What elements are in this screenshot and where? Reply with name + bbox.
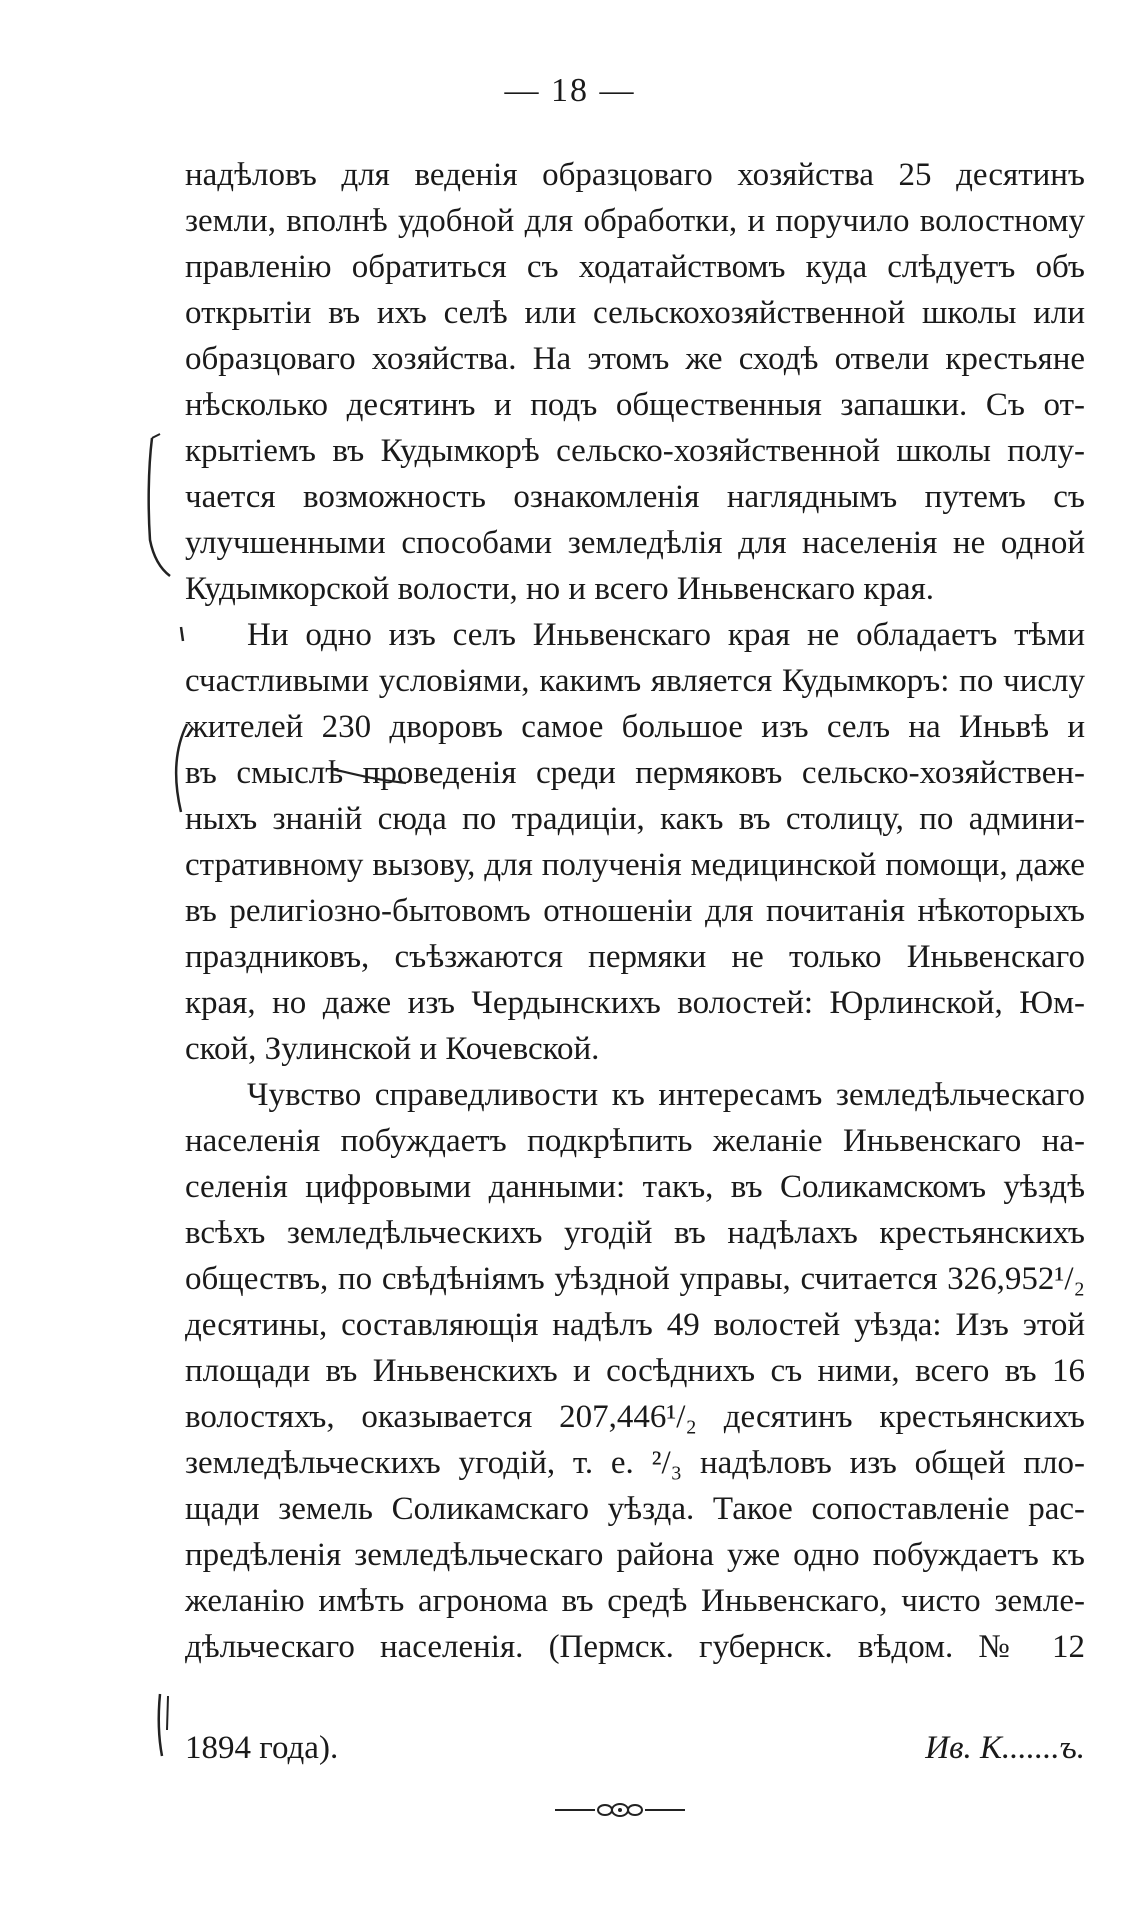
text-line: открытіи въ ихъ селѣ или сельскохозяйственной школы или bbox=[185, 295, 1085, 331]
text-line: ныхъ знаній сюда по традиціи, какъ въ столицу, по админи- bbox=[185, 801, 1085, 837]
handwritten-underline bbox=[330, 763, 410, 787]
text-line: края, но даже изъ Чердынскихъ волостей: Юрлинской, Юм- bbox=[185, 985, 1085, 1021]
text-line: волостяхъ, оказывается 207,446¹/₂ десятинъ крестьянскихъ bbox=[185, 1399, 1085, 1435]
text-line: площади въ Иньвенскихъ и сосѣднихъ съ ними, всего въ 16 bbox=[185, 1353, 1085, 1389]
text-line: нѣсколько десятинъ и подъ общественныя запашки. Съ от- bbox=[185, 387, 1085, 423]
text-line: въ религіозно-бытовомъ отношеніи для почитанія нѣкоторыхъ bbox=[185, 893, 1085, 929]
text-line: Кудымкорской волости, но и всего Иньвенскаго края. bbox=[185, 571, 935, 607]
text-line: счастливыми условіями, какимъ является Кудымкоръ: по числу bbox=[185, 663, 1085, 699]
text-line: въ смыслѣ проведенія среди пермяковъ сельско-хозяйствен- bbox=[185, 755, 1085, 791]
ornament-divider-icon bbox=[555, 1800, 685, 1820]
author-signature: Ив. К.......ъ. bbox=[925, 1730, 1085, 1766]
text-line: праздниковъ, съѣзжаются пермяки не только Иньвенскаго bbox=[185, 939, 1085, 975]
closing-row bbox=[185, 1730, 1085, 1780]
text-line: обществъ, по свѣдѣніямъ уѣздной управы, считается 326,952¹/₂ bbox=[185, 1261, 1085, 1297]
paragraph-1 bbox=[185, 152, 1085, 612]
margin-tick-mark bbox=[175, 625, 189, 645]
text-line: ской, Зулинской и Кочевской. bbox=[185, 1031, 600, 1067]
text-line: населенія побуждаетъ подкрѣпить желаніе Иньвенскаго на- bbox=[185, 1123, 1085, 1159]
paragraph-3 bbox=[185, 1072, 1085, 1670]
text-line: Ни одно изъ селъ Иньвенскаго края не обладаетъ тѣми bbox=[247, 617, 1085, 653]
text-line: образцоваго хозяйства. На этомъ же сходѣ отвели крестьяне bbox=[185, 341, 1085, 377]
text-line: улучшенными способами земледѣлія для населенія не одной bbox=[185, 525, 1085, 561]
text-line: Чувство справедливости къ интересамъ земледѣльческаго bbox=[247, 1077, 1085, 1113]
page-number: — 18 — bbox=[504, 72, 636, 109]
text-line: стративному вызову, для полученія медицинской помощи, даже bbox=[185, 847, 1085, 883]
text-line: предѣленія земледѣльческаго района уже одно побуждаетъ къ bbox=[185, 1537, 1085, 1573]
closing-date: 1894 года). bbox=[185, 1730, 339, 1766]
margin-bracket-mark bbox=[150, 1690, 180, 1760]
text-line: крытіемъ въ Кудымкорѣ сельско-хозяйственной школы полу- bbox=[185, 433, 1085, 469]
text-line: щади земель Соликамскаго уѣзда. Такое сопоставленіе рас- bbox=[185, 1491, 1085, 1527]
text-line: желанію имѣть агронома въ средѣ Иньвенскаго, чисто земле- bbox=[185, 1583, 1085, 1619]
text-line: чается возможность ознакомленія нагляднымъ путемъ съ bbox=[185, 479, 1085, 515]
text-line: земледѣльческихъ угодій, т. е. ²/₃ надѣловъ изъ общей пло- bbox=[185, 1445, 1085, 1481]
margin-bracket-mark bbox=[165, 718, 195, 818]
text-line: дѣльческаго населенія. (Пермск. губернск. вѣдом. № 12 bbox=[185, 1629, 1085, 1665]
text-line: жителей 230 дворовъ самое большое изъ селъ на Иньвѣ и bbox=[185, 709, 1085, 745]
text-line: надѣловъ для веденія образцоваго хозяйства 25 десятинъ bbox=[185, 157, 1085, 193]
paragraph-2 bbox=[185, 612, 1085, 1072]
text-line: земли, вполнѣ удобной для обработки, и поручило волостному bbox=[185, 203, 1085, 239]
main-text bbox=[185, 152, 1085, 1670]
text-line: селенія цифровыми данными: такъ, въ Соликамскомъ уѣздѣ bbox=[185, 1169, 1085, 1205]
text-line: правленію обратиться съ ходатайствомъ куда слѣдуетъ объ bbox=[185, 249, 1085, 285]
margin-bracket-mark bbox=[140, 430, 180, 580]
text-line: десятины, составляющія надѣлъ 49 волостей уѣзда: Изъ этой bbox=[185, 1307, 1085, 1343]
text-line: всѣхъ земледѣльческихъ угодій въ надѣлахъ крестьянскихъ bbox=[185, 1215, 1085, 1251]
